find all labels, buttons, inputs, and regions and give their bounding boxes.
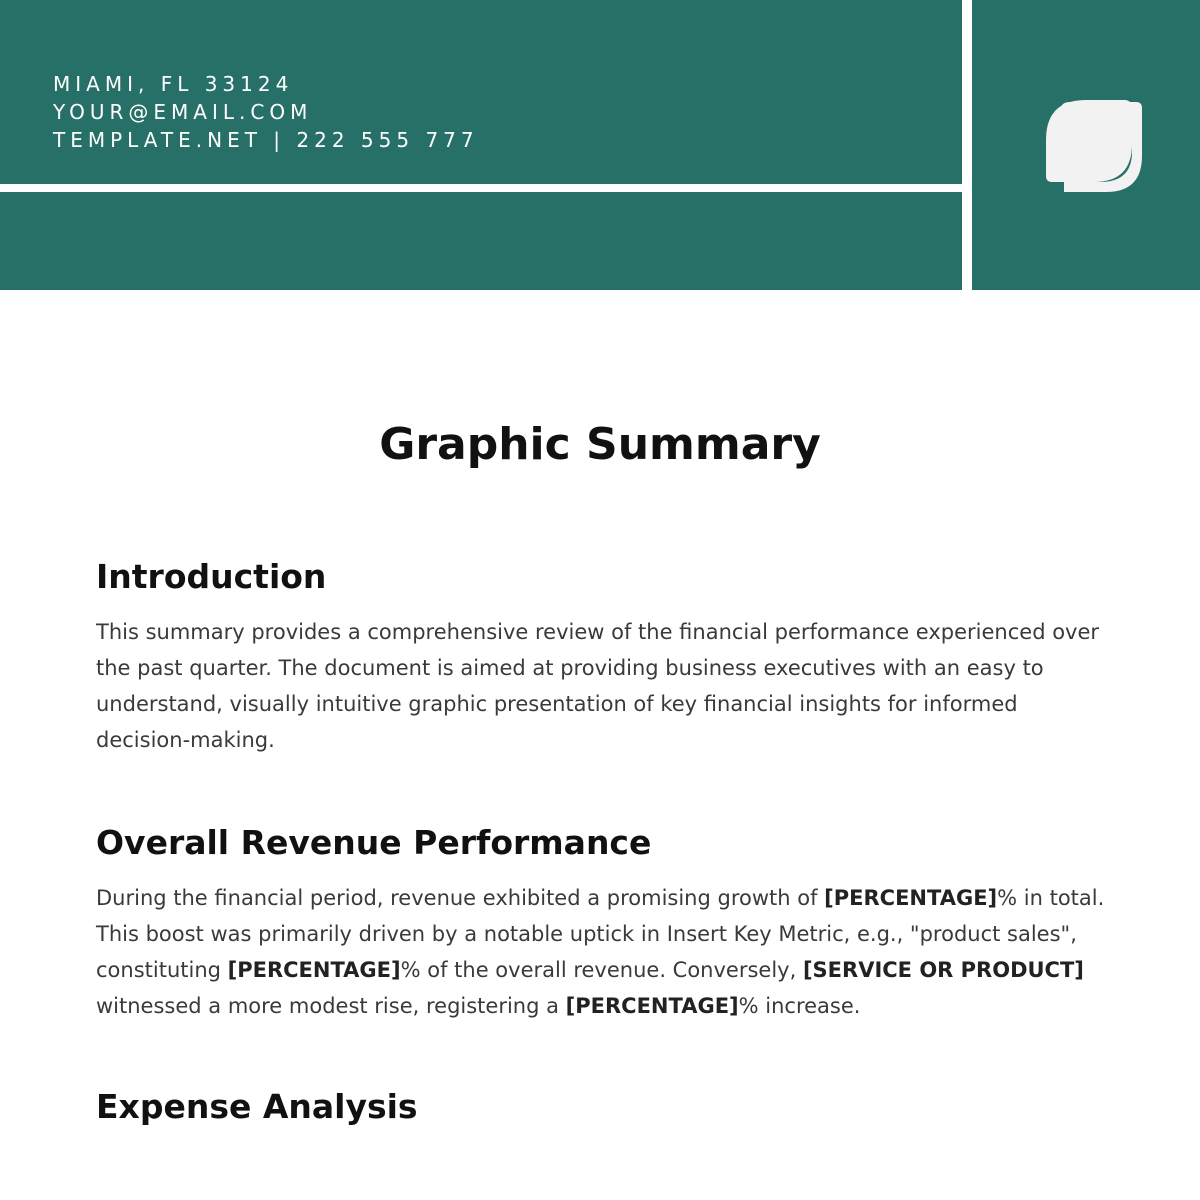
revenue-text: % of the overall revenue. Conversely, — [400, 958, 803, 982]
section-introduction — [96, 554, 1106, 758]
placeholder-percentage: [PERCENTAGE] — [824, 886, 998, 910]
introduction-body: This summary provides a comprehensive review of the financial performance experienced over the past quarter. The document is aimed at providing business executives with an easy to understand, visually intuitive graphic presentation of key financial insights for informed decision-making. — [96, 620, 1100, 752]
section-expense — [96, 1084, 1106, 1130]
section-revenue — [96, 820, 1106, 1024]
revenue-text: % increase. — [738, 994, 861, 1018]
introduction-heading: Introduction — [96, 557, 327, 596]
revenue-body — [96, 880, 1106, 1024]
revenue-text: witnessed a more modest rise, registering a — [96, 994, 566, 1018]
site-phone-text: TEMPLATE.NET | 222 555 777 — [53, 128, 479, 152]
document-content — [96, 554, 1106, 1144]
contact-block — [53, 70, 479, 154]
leaf-logo-icon — [1040, 96, 1144, 196]
placeholder-service-or-product: [SERVICE OR PRODUCT] — [802, 958, 1084, 982]
address-text: MIAMI, FL 33124 — [53, 72, 294, 96]
header-bottom-left-panel — [0, 192, 962, 290]
revenue-heading: Overall Revenue Performance — [96, 823, 652, 862]
expense-heading: Expense Analysis — [96, 1087, 418, 1126]
page-title: Graphic Summary — [379, 419, 821, 470]
revenue-text: During the financial period, revenue exhibited a promising growth of — [96, 886, 825, 910]
email-text: YOUR@EMAIL.COM — [53, 100, 313, 124]
revenue-text: % in total. This boost was primarily driven by a notable uptick in Insert Key Metric, e.g., "product sales", constituting — [96, 886, 1105, 982]
placeholder-percentage: [PERCENTAGE] — [227, 958, 401, 982]
placeholder-percentage: [PERCENTAGE] — [565, 994, 739, 1018]
